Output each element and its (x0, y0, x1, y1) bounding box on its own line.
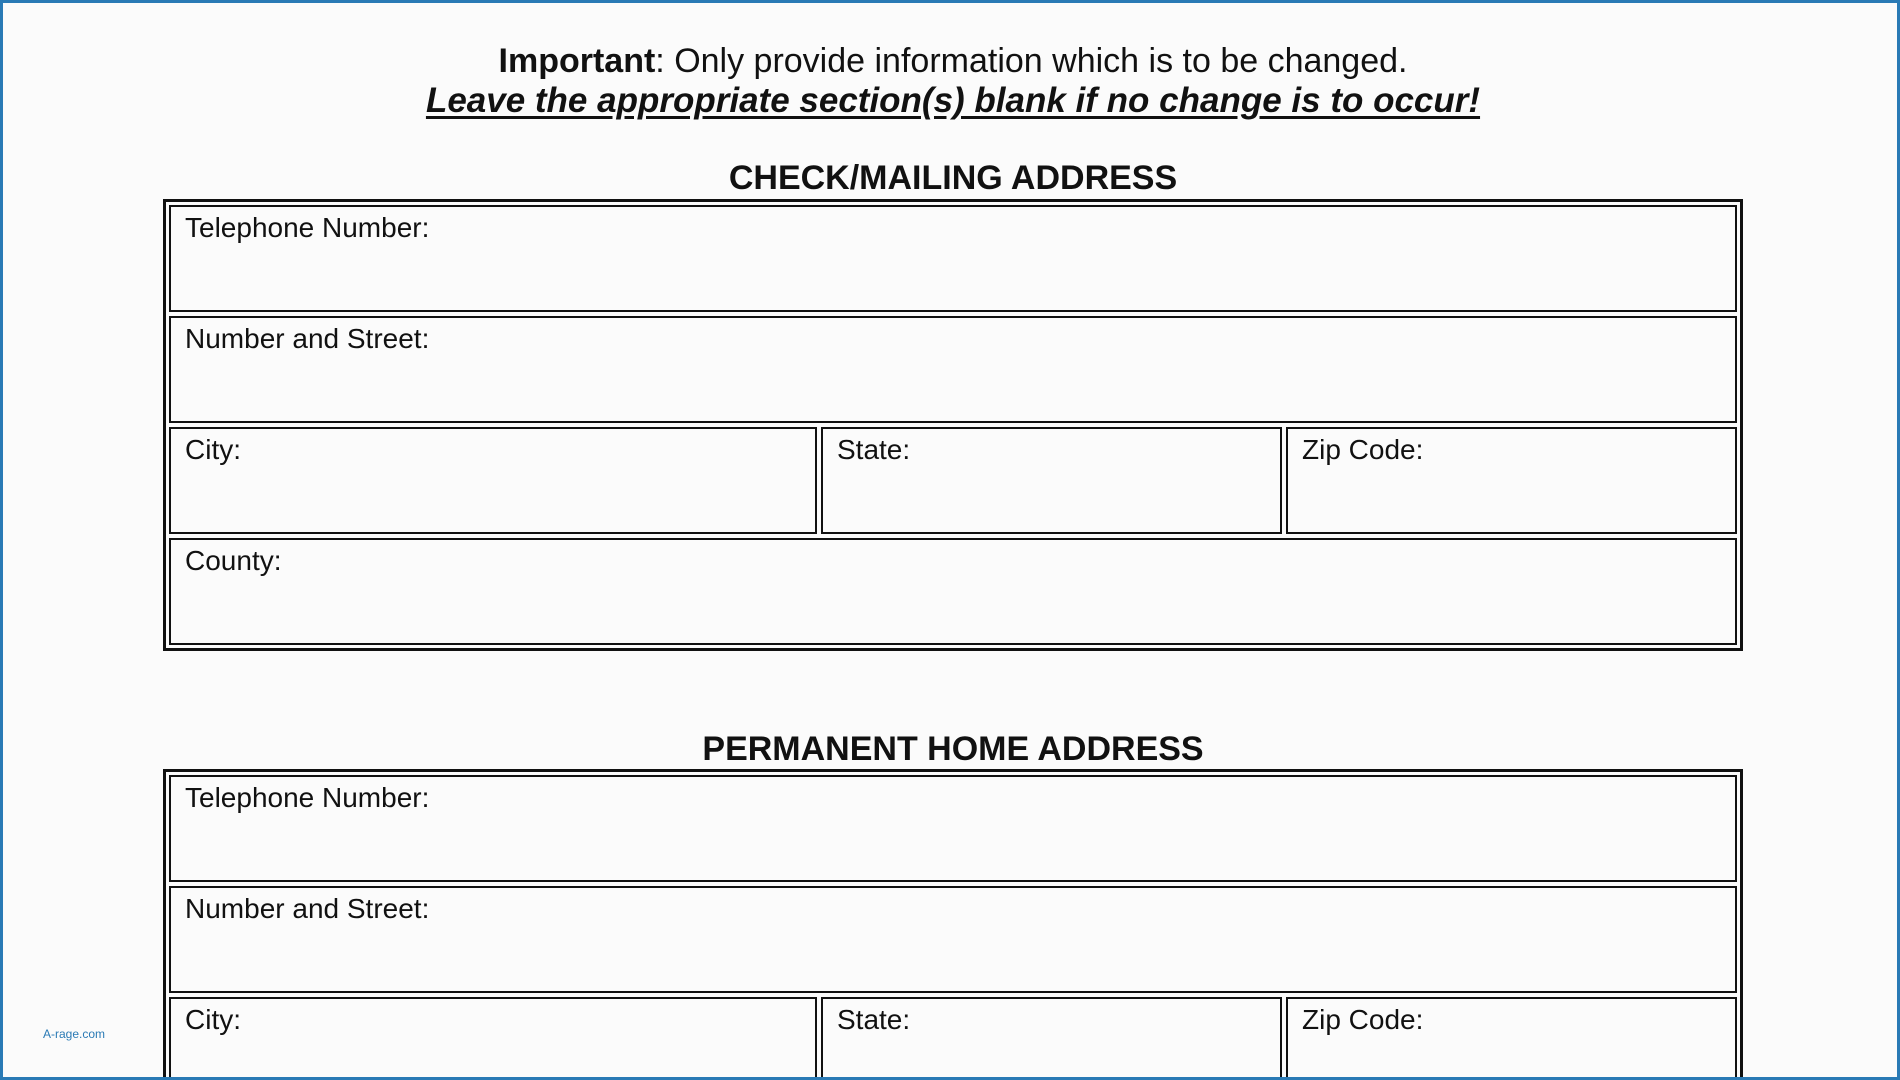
mailing-zip-field[interactable] (1286, 427, 1737, 534)
home-zip-field[interactable] (1286, 997, 1737, 1080)
field-label: Number and Street: (185, 893, 430, 924)
mailing-county-field[interactable] (169, 538, 1737, 645)
home-state-field[interactable] (821, 997, 1282, 1080)
important-text: : Only provide information which is to be changed. (655, 42, 1408, 80)
field-label: City: (185, 1004, 241, 1035)
field-label: Telephone Number: (185, 782, 430, 813)
mailing-state-field[interactable] (821, 427, 1282, 534)
important-notice (3, 39, 1900, 83)
field-label: County: (185, 545, 282, 576)
field-label: Zip Code: (1302, 1004, 1424, 1035)
field-label: City: (185, 434, 241, 465)
home-street-field[interactable] (169, 886, 1737, 993)
mailing-address-form (163, 199, 1743, 651)
blank-warning: Leave the appropriate section(s) blank if no change is to occur! (425, 81, 1481, 120)
important-label: Important (498, 42, 656, 80)
home-telephone-field[interactable] (169, 775, 1737, 882)
mailing-street-field[interactable] (169, 316, 1737, 423)
field-label: State: (837, 1004, 911, 1035)
mailing-telephone-field[interactable] (169, 205, 1737, 312)
home-address-form (163, 769, 1743, 1080)
field-label: Telephone Number: (185, 212, 430, 243)
field-label: State: (837, 434, 911, 465)
home-city-field[interactable] (169, 997, 817, 1080)
section-title-home-address: PERMANENT HOME ADDRESS (702, 730, 1204, 768)
section-title-mailing-address: CHECK/MAILING ADDRESS (728, 159, 1178, 197)
mailing-city-field[interactable] (169, 427, 817, 534)
field-label: Zip Code: (1302, 434, 1424, 465)
field-label: Number and Street: (185, 323, 430, 354)
watermark: A-rage.com (43, 1027, 106, 1041)
